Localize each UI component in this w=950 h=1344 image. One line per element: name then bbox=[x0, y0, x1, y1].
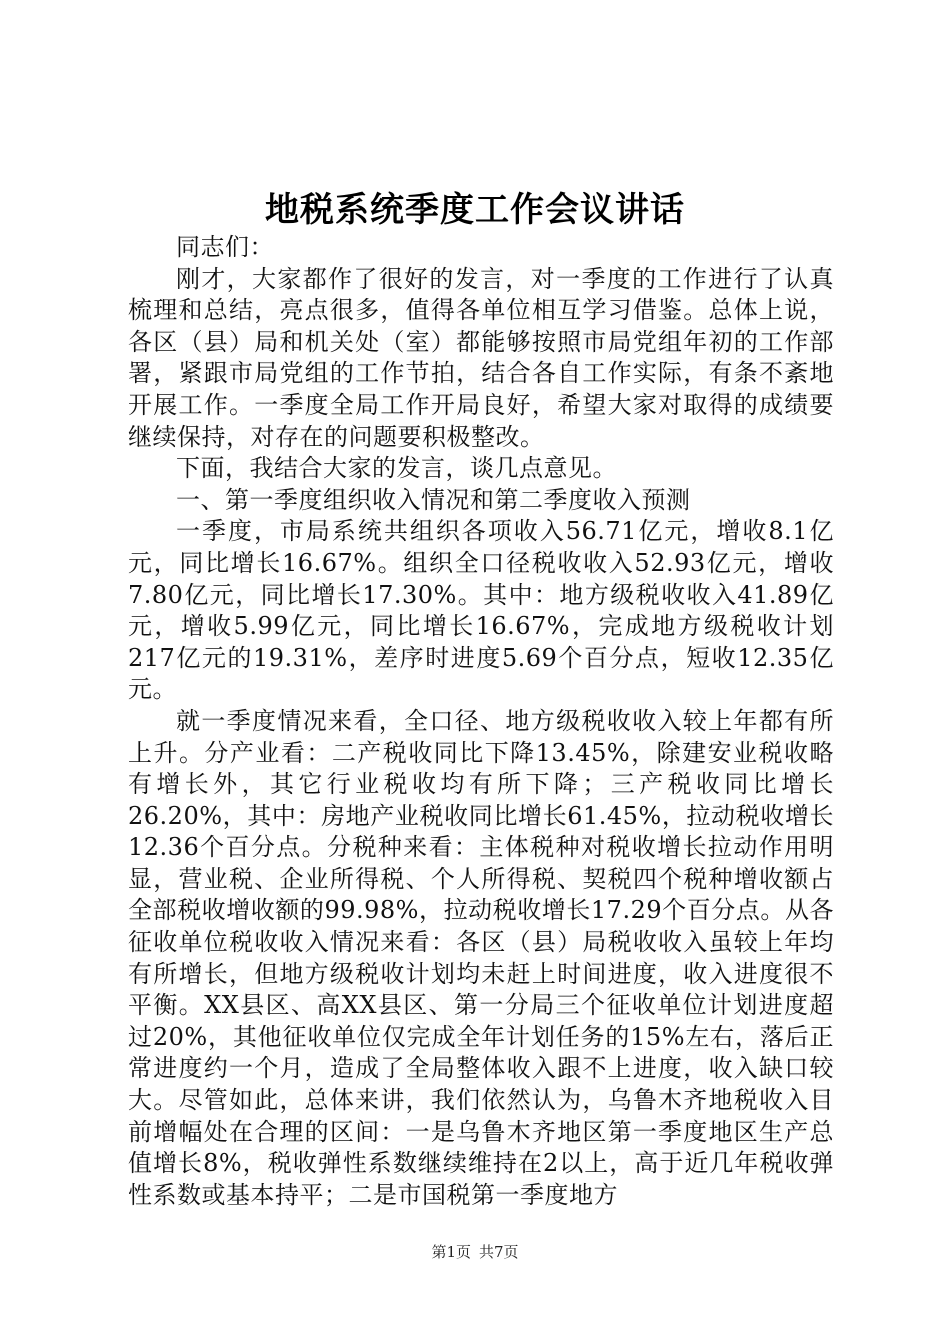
document-body bbox=[128, 232, 834, 1211]
salutation: 同志们： bbox=[176, 233, 274, 261]
page-total: 共7页 bbox=[479, 1243, 519, 1261]
paragraph-revenue-summary: 一季度，市局系统共组织各项收入56.71亿元，增收8.1亿元，同比增长16.67%。组织全口径税收收入52.93亿元，增收7.80亿元，同比增长17.30%。其中：地方级税收收入41.89亿元，增收5.99亿元，同比增长16.67%，完成地方级税收计划217亿元的19.31%，差序时进度5.69个百分点，短收12.35亿元。 bbox=[128, 517, 834, 704]
page-number: 第1页 bbox=[431, 1243, 471, 1261]
document-title: 地税系统季度工作会议讲话 bbox=[265, 190, 685, 230]
page-footer bbox=[0, 1242, 950, 1262]
section-heading-1: 一、第一季度组织收入情况和第二季度收入预测 bbox=[176, 485, 691, 514]
paragraph-transition: 下面，我结合大家的发言，谈几点意见。 bbox=[176, 454, 617, 483]
paragraph-opening: 刚才，大家都作了很好的发言，对一季度的工作进行了认真梳理和总结，亮点很多，值得各单位相互学习借鉴。总体上说，各区（县）局和机关处（室）都能够按照市局党组年初的工作部署，紧跟市局党组的工作节拍，结合各自工作实际，有条不紊地开展工作。一季度全局工作开局良好，希望大家对取得的成绩要继续保持，对存在的问题要积极整改。 bbox=[128, 264, 834, 451]
paragraph-revenue-analysis: 就一季度情况来看，全口径、地方级税收收入较上年都有所上升。分产业看：二产税收同比下降13.45%，除建安业税收略有增长外，其它行业税收均有所下降；三产税收同比增长26.20%，其中：房地产业税收同比增长61.45%，拉动税收增长12.36个百分点。分税种来看：主体税种对税收增长拉动作用明显，营业税、企业所得税、个人所得税、契税四个税种增收额占全部税收增收额的99.98%，拉动税收增长17.29个百分点。从各征收单位税收收入情况来看：各区（县）局税收收入虽较上年均有所增长，但地方级税收计划均未赶上时间进度，收入进度很不平衡。XX县区、高XX县区、第一分局三个征收单位计划进度超过20%，其他征收单位仅完成全年计划任务的15%左右，落后正常进度约一个月，造成了全局整体收入跟不上进度，收入缺口较大。尽管如此，总体来讲，我们依然认为，乌鲁木齐地税收入目前增幅处在合理的区间：一是乌鲁木齐地区第一季度地区生产总值增长8%，税收弹性系数继续维持在2以上，高于近几年税收弹性系数或基本持平；二是市国税第一季度地方 bbox=[128, 706, 834, 1209]
